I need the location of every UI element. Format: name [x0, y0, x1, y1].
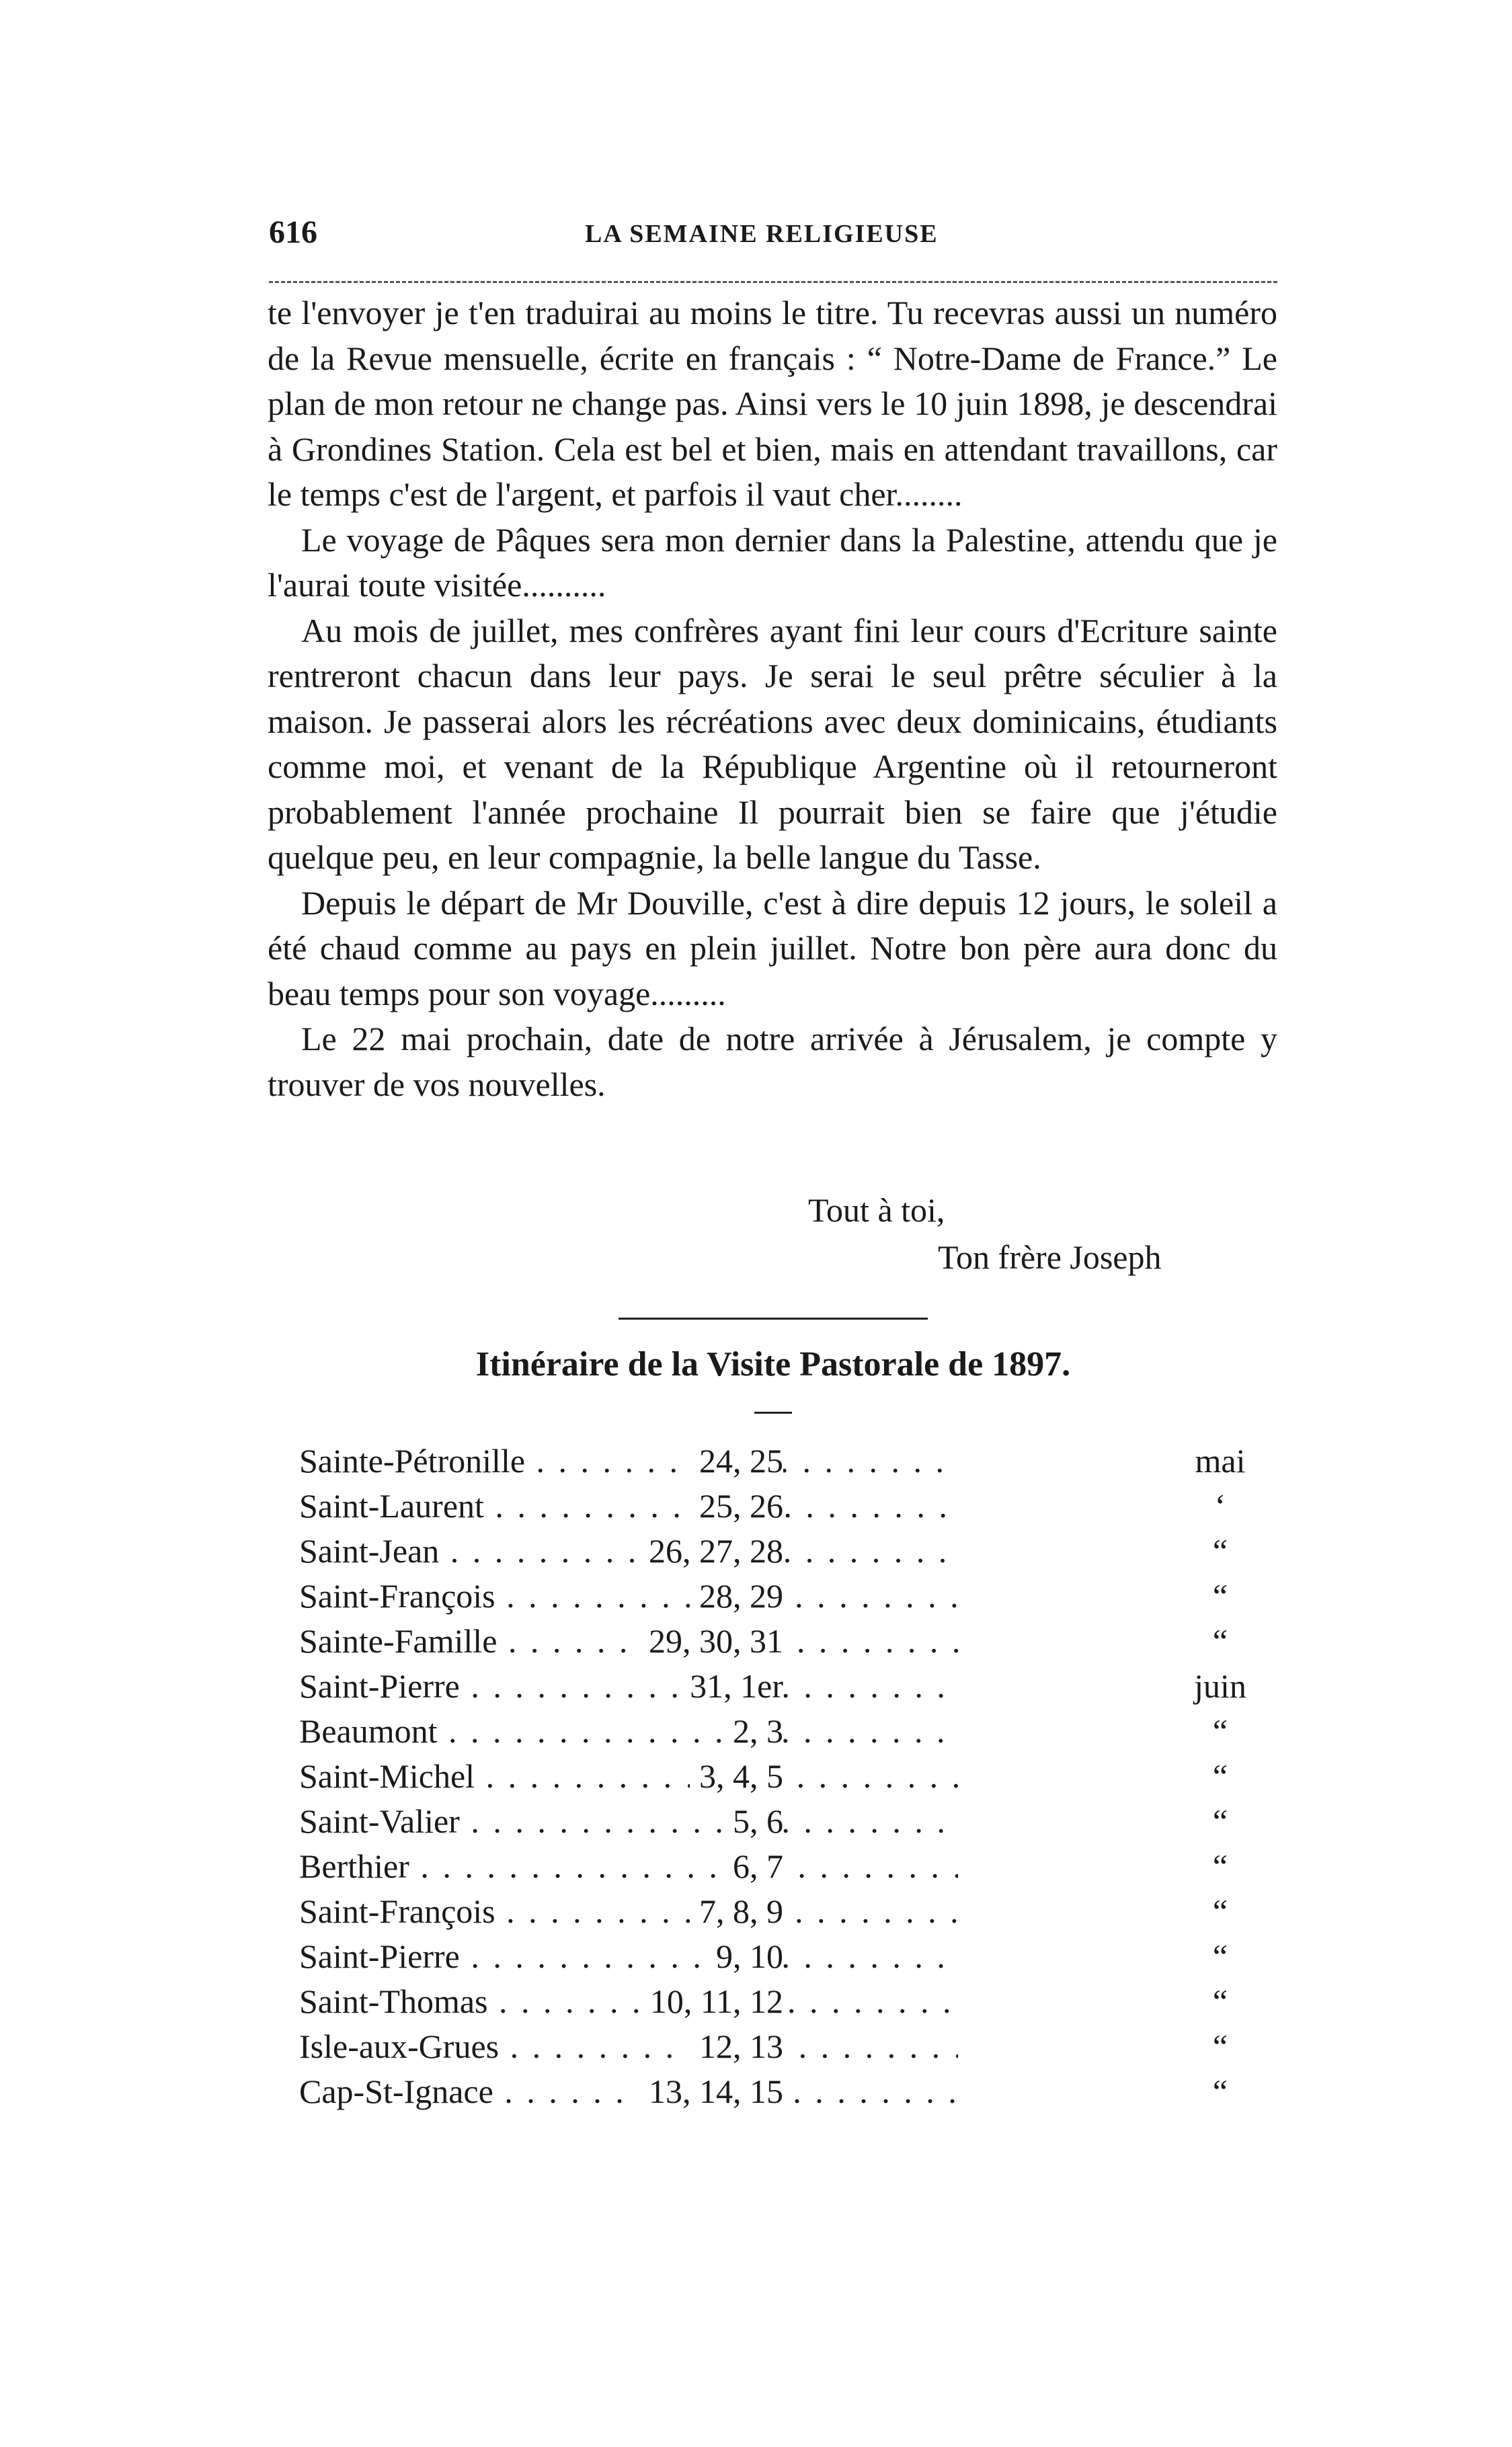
table-row — [299, 1979, 1277, 2024]
itinerary-place: Saint-François . . . — [299, 1574, 958, 1619]
table-row — [299, 1529, 1277, 1574]
itinerary-place: Isle-aux-Grues . . . — [299, 2024, 958, 2069]
table-row — [299, 1709, 1277, 1754]
itinerary-title: Itinéraire de la Visite Pastorale de 1897. — [475, 1345, 1071, 1383]
table-row — [299, 1484, 1277, 1529]
itinerary-dates: 6, 7 — [723, 1844, 783, 1889]
itinerary-month: “ — [1212, 2073, 1228, 2110]
letter-paragraph: Le 22 mai prochain, date de notre arrivée à Jérusalem, je compte y trouver de vos nouvelles. — [268, 1020, 1277, 1103]
itinerary-dates: 29, 30, 31 — [639, 1619, 783, 1664]
itinerary-dates: 24, 25 — [690, 1439, 783, 1484]
letter-closing: Tout à toi, — [808, 1191, 945, 1229]
itinerary-place: Saint-Valier . . . — [299, 1799, 958, 1844]
letter-paragraph: Depuis le départ de Mr Douville, c'est à dire depuis 12 jours, le soleil a été chaud comme au pays en plein juillet. Notre bon père aura donc du beau temps pour son voyage......... — [268, 883, 1277, 1012]
itinerary-month: “ — [1212, 2028, 1228, 2065]
table-row — [299, 1664, 1277, 1709]
itinerary-dates: 3, 4, 5 — [690, 1754, 783, 1799]
letter-body — [268, 290, 1277, 1107]
itinerary-place: Beaumont . . . — [299, 1709, 958, 1754]
itinerary-dates: 13, 14, 15 — [639, 2069, 783, 2114]
itinerary-dates: 12, 13 — [690, 2024, 783, 2069]
itinerary-dates: 28, 29 — [690, 1574, 783, 1619]
itinerary-table — [299, 1439, 1277, 2114]
itinerary-month: “ — [1212, 1847, 1228, 1885]
page-number: 616 — [269, 214, 317, 250]
itinerary-month: “ — [1212, 1892, 1228, 1930]
itinerary-month: mai — [1195, 1442, 1246, 1480]
itinerary-month: “ — [1212, 1937, 1228, 1975]
itinerary-place: Cap-St-Ignace . . . — [299, 2069, 958, 2114]
itinerary-place: Saint-Pierre . . . — [299, 1664, 958, 1709]
letter-paragraph: Le voyage de Pâques sera mon dernier dans la Palestine, attendu que je l'aurai toute visitée.......... — [268, 520, 1277, 604]
itinerary-month: “ — [1212, 1532, 1228, 1570]
itinerary-place: Saint-François . . . — [299, 1889, 958, 1934]
table-row — [299, 2069, 1277, 2114]
header-rule — [269, 281, 1277, 283]
itinerary-month: “ — [1212, 1577, 1228, 1615]
itinerary-place: Saint-Thomas . . . — [299, 1979, 958, 2024]
itinerary-place: Sainte-Famille . . . — [299, 1619, 958, 1664]
running-title: LA SEMAINE RELIGIEUSE — [585, 220, 939, 248]
section-divider — [619, 1318, 928, 1320]
itinerary-month: “ — [1212, 1982, 1228, 2020]
table-row — [299, 1574, 1277, 1619]
itinerary-place: Saint-Laurent . . . — [299, 1484, 958, 1529]
itinerary-month: juin — [1194, 1667, 1246, 1705]
table-row — [299, 1889, 1277, 1934]
itinerary-place: Saint-Michel . . . — [299, 1754, 958, 1799]
itinerary-place: Saint-Pierre . . . — [299, 1934, 958, 1979]
itinerary-dates: 9, 10 — [707, 1934, 783, 1979]
itinerary-month: “ — [1212, 1622, 1228, 1660]
itinerary-month: “ — [1212, 1802, 1228, 1840]
letter-paragraph: te l'envoyer je t'en traduirai au moins le titre. Tu recevras aussi un numéro de la Revue mensuelle, écrite en français : “ Notre-Dame de France.” Le plan de mon retour ne change pas. Ainsi vers le 10 juin 1898, je descendrai à Grondines Station. Cela est bel et bien, mais en attendant travaillons, car le temps c'est de l'argent, et parfois il vaut cher........ — [268, 294, 1277, 513]
itinerary-place: Sainte-Pétronille . . . — [299, 1439, 958, 1484]
itinerary-dates: 2, 3 — [723, 1709, 783, 1754]
letter-signature: Ton frère Joseph — [938, 1238, 1162, 1276]
table-row — [299, 1799, 1277, 1844]
table-row — [299, 1619, 1277, 1664]
table-row — [299, 1754, 1277, 1799]
itinerary-month: ‘ — [1214, 1487, 1226, 1525]
itinerary-dates: 26, 27, 28 — [639, 1529, 783, 1574]
table-row — [299, 1934, 1277, 1979]
itinerary-dates: 5, 6 — [723, 1799, 783, 1844]
itinerary-dates: 31, 1er — [680, 1664, 783, 1709]
page-header — [269, 214, 1277, 268]
table-row — [299, 1844, 1277, 1889]
itinerary-place: Saint-Jean . . . — [299, 1529, 958, 1574]
itinerary-dates: 10, 11, 12 — [641, 1979, 783, 2024]
itinerary-dates: 7, 8, 9 — [690, 1889, 783, 1934]
itinerary-place: Berthier . . . — [299, 1844, 958, 1889]
itinerary-month: “ — [1212, 1712, 1228, 1750]
title-underline — [754, 1412, 792, 1414]
table-row — [299, 1439, 1277, 1484]
itinerary-month: “ — [1212, 1757, 1228, 1795]
table-row — [299, 2024, 1277, 2069]
letter-paragraph: Au mois de juillet, mes confrères ayant fini leur cours d'Ecriture sainte rentreront chacun dans leur pays. Je serai le seul prêtre séculier à la maison. Je passerai alors les récréations avec deux dominicains, étudiants comme moi, et venant de la République Argentine où il retourneront probablement l'année prochaine Il pourrait bien se faire que j'étudie quelque peu, en leur compagnie, la belle langue du Tasse. — [268, 611, 1277, 876]
itinerary-dates: 25, 26 — [690, 1484, 783, 1529]
